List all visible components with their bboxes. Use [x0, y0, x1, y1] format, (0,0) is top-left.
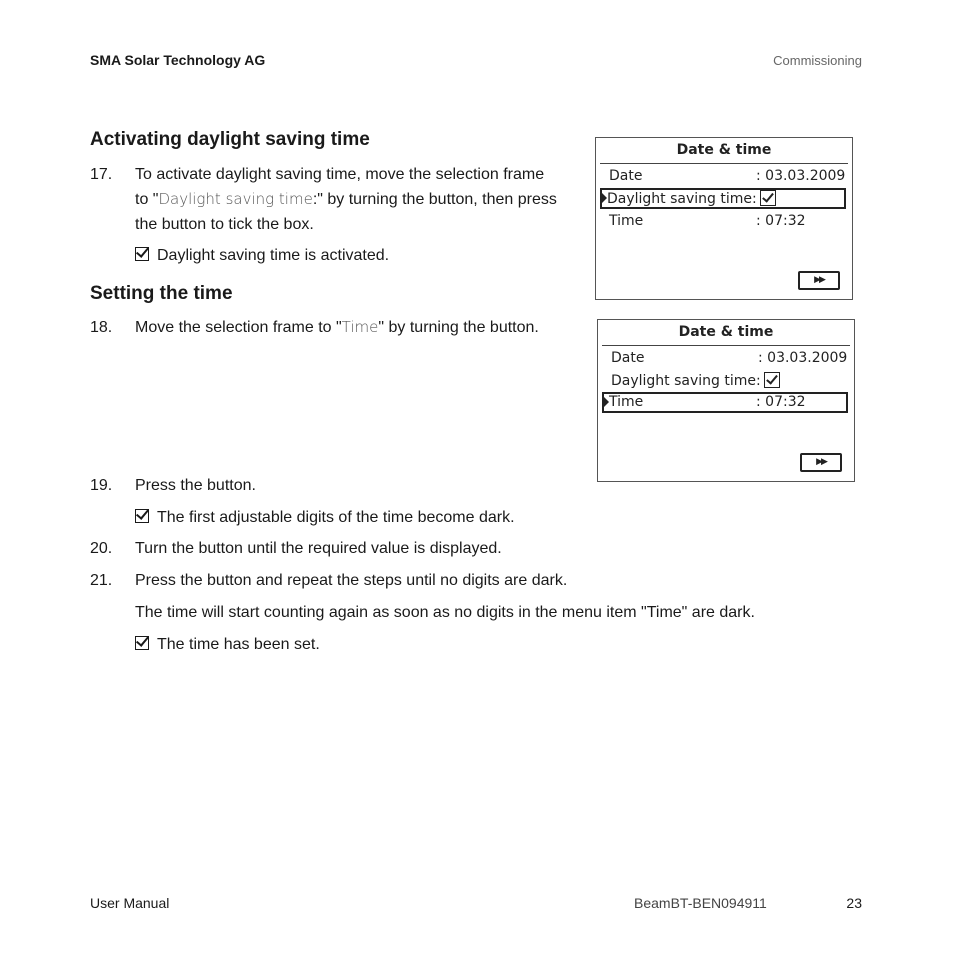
- text: to ": [135, 191, 159, 208]
- step-17-line-1: To activate daylight saving time, move the selection frame: [135, 166, 545, 183]
- display-panel-time: [597, 319, 855, 482]
- divider: [600, 163, 848, 164]
- result-19: [135, 505, 515, 530]
- text: :" by turning the button, then press: [312, 191, 557, 208]
- date-label: Date: [611, 350, 645, 366]
- checkmark-icon: [135, 509, 149, 523]
- heading-setting-time: Setting the time: [90, 283, 233, 304]
- row-time-selected: [602, 392, 848, 413]
- step-text: [135, 315, 539, 340]
- row-dst-selected: [600, 188, 846, 209]
- step-number: 19.: [90, 477, 113, 494]
- display-title: Date & time: [676, 142, 772, 158]
- display-panel-dst: [595, 137, 853, 300]
- footer-doc-id: BeamBT-BEN094911: [634, 895, 767, 911]
- section-name: Commissioning: [773, 53, 862, 68]
- row-time: [600, 211, 846, 231]
- step-text: Turn the button until the required value is displayed.: [135, 540, 502, 557]
- divider: [602, 345, 850, 346]
- step-17-line-2: [135, 187, 595, 212]
- fast-forward-icon: ▶▶: [800, 453, 842, 472]
- row-date: [602, 348, 848, 368]
- step-text: Press the button and repeat the steps until no digits are dark.: [135, 572, 568, 589]
- page-number: 23: [846, 895, 862, 911]
- step-17: [90, 162, 590, 242]
- step-18: [90, 315, 590, 341]
- checkbox-checked-icon: [760, 190, 776, 206]
- step-19: [90, 473, 590, 499]
- note-21: The time will start counting again as soon as no digits in the menu item "Time" are dark.: [135, 604, 755, 621]
- result-17: [135, 243, 389, 268]
- result-21: [135, 632, 320, 657]
- row-dst: [602, 371, 848, 391]
- date-value: : 03.03.2009: [758, 350, 848, 366]
- dst-label-group: [607, 190, 776, 208]
- ui-term: Time: [341, 318, 379, 336]
- ui-term: Daylight saving time: [158, 190, 313, 208]
- step-17-line-3: the button to tick the box.: [135, 216, 314, 233]
- time-label: Time: [609, 394, 644, 410]
- dst-label: Daylight saving time:: [607, 191, 757, 207]
- step-text: Press the button.: [135, 477, 256, 494]
- dst-label-group: [611, 371, 780, 391]
- step-21: [90, 568, 710, 594]
- company-name: SMA Solar Technology AG: [90, 52, 266, 68]
- checkmark-icon: [135, 247, 149, 261]
- step-number: 18.: [90, 319, 113, 336]
- dst-label: Daylight saving time:: [611, 373, 761, 389]
- date-label: Date: [609, 168, 643, 184]
- row-date: [600, 166, 846, 186]
- time-value: : 07:32: [756, 394, 806, 410]
- checkbox-checked-icon: [764, 372, 780, 388]
- time-value: : 07:32: [756, 213, 806, 229]
- checkmark-icon: [135, 636, 149, 650]
- step-20: [90, 536, 690, 562]
- time-label: Time: [609, 213, 644, 229]
- step-number: 20.: [90, 540, 113, 557]
- fast-forward-icon: ▶▶: [798, 271, 840, 290]
- step-number: 17.: [90, 166, 113, 183]
- result-text: Daylight saving time is activated.: [157, 247, 390, 264]
- text: Move the selection frame to ": [135, 319, 342, 336]
- date-value: : 03.03.2009: [756, 168, 846, 184]
- result-text: The time has been set.: [157, 636, 320, 653]
- display-title: Date & time: [678, 324, 774, 340]
- text: " by turning the button.: [378, 319, 539, 336]
- heading-daylight-saving: Activating daylight saving time: [90, 129, 370, 150]
- footer-manual: User Manual: [90, 895, 170, 911]
- result-text: The first adjustable digits of the time become dark.: [157, 509, 515, 526]
- step-number: 21.: [90, 572, 113, 589]
- step-text: [135, 162, 595, 237]
